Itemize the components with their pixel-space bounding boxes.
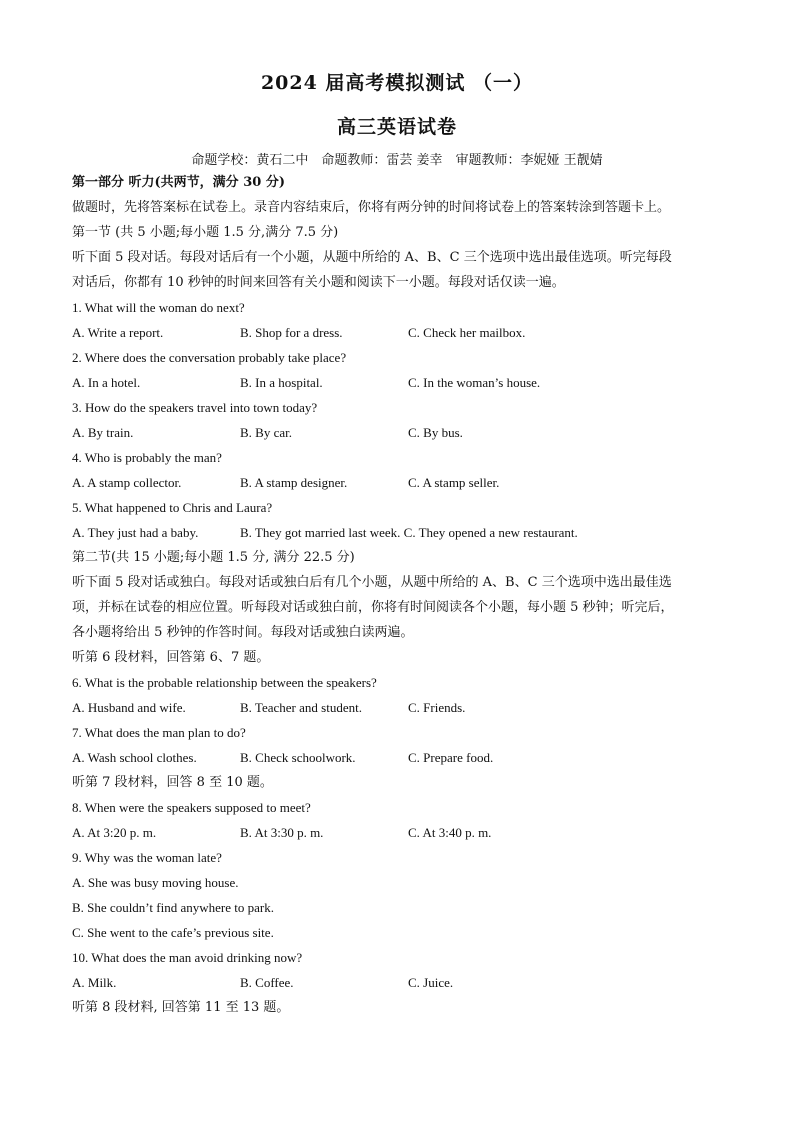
part1-intro: 做题时，先将答案标在试卷上。录音内容结束后，你将有两分钟的时间将试卷上的答案转涂到答题卡上。 xyxy=(72,200,671,215)
question-6-options xyxy=(72,695,722,720)
question-5: 5. What happened to Chris and Laura? xyxy=(72,500,273,515)
question-1: 1. What will the woman do next? xyxy=(72,300,245,315)
question-10-options xyxy=(72,970,722,995)
option-c[interactable]: C. In the woman’s house. xyxy=(408,375,541,390)
option-a[interactable]: A. At 3:20 p. m. xyxy=(72,825,157,840)
option-b[interactable]: B. In a hospital. xyxy=(240,375,323,390)
exam-meta: 命题学校：黄石二中 命题教师：雷芸 姜幸 审题教师：李妮娅 王靓婧 xyxy=(191,153,603,168)
option-c[interactable]: C. At 3:40 p. m. xyxy=(408,825,492,840)
exam-body xyxy=(72,170,722,1020)
option-b-and-c[interactable]: B. They got married last week. C. They opened a new restaurant. xyxy=(240,525,578,540)
option-a[interactable]: A. Husband and wife. xyxy=(72,700,186,715)
question-2-options xyxy=(72,370,722,395)
option-a[interactable]: A. In a hotel. xyxy=(72,375,141,390)
question-4: 4. Who is probably the man? xyxy=(72,450,222,465)
question-3: 3. How do the speakers travel into town today? xyxy=(72,400,318,415)
option-a[interactable]: A. By train. xyxy=(72,425,134,440)
question-6: 6. What is the probable relationship between the speakers? xyxy=(72,675,377,690)
material-6-instruction: 听第 6 段材料，回答第 6、7 题。 xyxy=(72,650,270,665)
question-10: 10. What does the man avoid drinking now? xyxy=(72,950,303,965)
exam-subtitle: 高三英语试卷 xyxy=(336,116,457,138)
question-2: 2. Where does the conversation probably take place? xyxy=(72,350,347,365)
option-c[interactable]: C. By bus. xyxy=(408,425,463,440)
section1-instruction-1: 听下面 5 段对话。每段对话后有一个小题，从题中所给的 A、B、C 三个选项中选出最佳选项。听完每段 xyxy=(72,250,672,265)
option-c[interactable]: C. Juice. xyxy=(408,975,454,990)
question-9-option-c[interactable]: C. She went to the cafe’s previous site. xyxy=(72,925,274,940)
question-9-option-a[interactable]: A. She was busy moving house. xyxy=(72,875,239,890)
option-a[interactable]: A. A stamp collector. xyxy=(72,475,182,490)
option-b[interactable]: B. A stamp designer. xyxy=(240,475,348,490)
option-b[interactable]: B. By car. xyxy=(240,425,292,440)
section2-instruction-2: 项，并标在试卷的相应位置。听每段对话或独白前，你将有时间阅读各个小题，每小题 5 秒钟；听完后， xyxy=(72,600,674,615)
option-b[interactable]: B. At 3:30 p. m. xyxy=(240,825,324,840)
section2-heading: 第二节(共 15 小题;每小题 1.5 分, 满分 22.5 分) xyxy=(72,550,355,565)
question-4-options xyxy=(72,470,722,495)
option-c[interactable]: C. Prepare food. xyxy=(408,750,494,765)
section2-instruction-3: 各小题将给出 5 秒钟的作答时间。每段对话或独白读两遍。 xyxy=(72,625,414,640)
question-3-options xyxy=(72,420,722,445)
option-c[interactable]: C. Friends. xyxy=(408,700,466,715)
part1-heading: 第一部分 听力(共两节，满分 30 分) xyxy=(72,175,285,190)
question-7: 7. What does the man plan to do? xyxy=(72,725,246,740)
option-a[interactable]: A. They just had a baby. xyxy=(72,525,199,540)
option-a[interactable]: A. Wash school clothes. xyxy=(72,750,197,765)
option-b[interactable]: B. Coffee. xyxy=(240,975,294,990)
material-7-instruction: 听第 7 段材料，回答 8 至 10 题。 xyxy=(72,775,273,790)
option-b[interactable]: B. Shop for a dress. xyxy=(240,325,343,340)
section1-heading: 第一节 (共 5 小题;每小题 1.5 分,满分 7.5 分) xyxy=(72,225,339,240)
question-1-options xyxy=(72,320,722,345)
question-7-options xyxy=(72,745,722,770)
option-b[interactable]: B. Teacher and student. xyxy=(240,700,362,715)
question-9: 9. Why was the woman late? xyxy=(72,850,222,865)
question-9-option-b[interactable]: B. She couldn’t find anywhere to park. xyxy=(72,900,274,915)
question-8-options xyxy=(72,820,722,845)
option-b[interactable]: B. Check schoolwork. xyxy=(240,750,356,765)
question-8: 8. When were the speakers supposed to meet? xyxy=(72,800,311,815)
option-a[interactable]: A. Write a report. xyxy=(72,325,164,340)
section1-instruction-2: 对话后，你都有 10 秒钟的时间来回答有关小题和阅读下一小题。每段对话仅读一遍。 xyxy=(72,275,565,290)
section2-instruction-1: 听下面 5 段对话或独白。每段对话或独白后有几个小题，从题中所给的 A、B、C 三个选项中选出最佳选 xyxy=(72,575,672,590)
exam-title: 2024 届高考模拟测试 （一） xyxy=(260,72,534,94)
option-c[interactable]: C. A stamp seller. xyxy=(408,475,500,490)
material-8-instruction: 听第 8 段材料, 回答第 11 至 13 题。 xyxy=(72,1000,290,1015)
option-a[interactable]: A. Milk. xyxy=(72,975,117,990)
option-c[interactable]: C. Check her mailbox. xyxy=(408,325,526,340)
question-5-options xyxy=(72,520,722,545)
